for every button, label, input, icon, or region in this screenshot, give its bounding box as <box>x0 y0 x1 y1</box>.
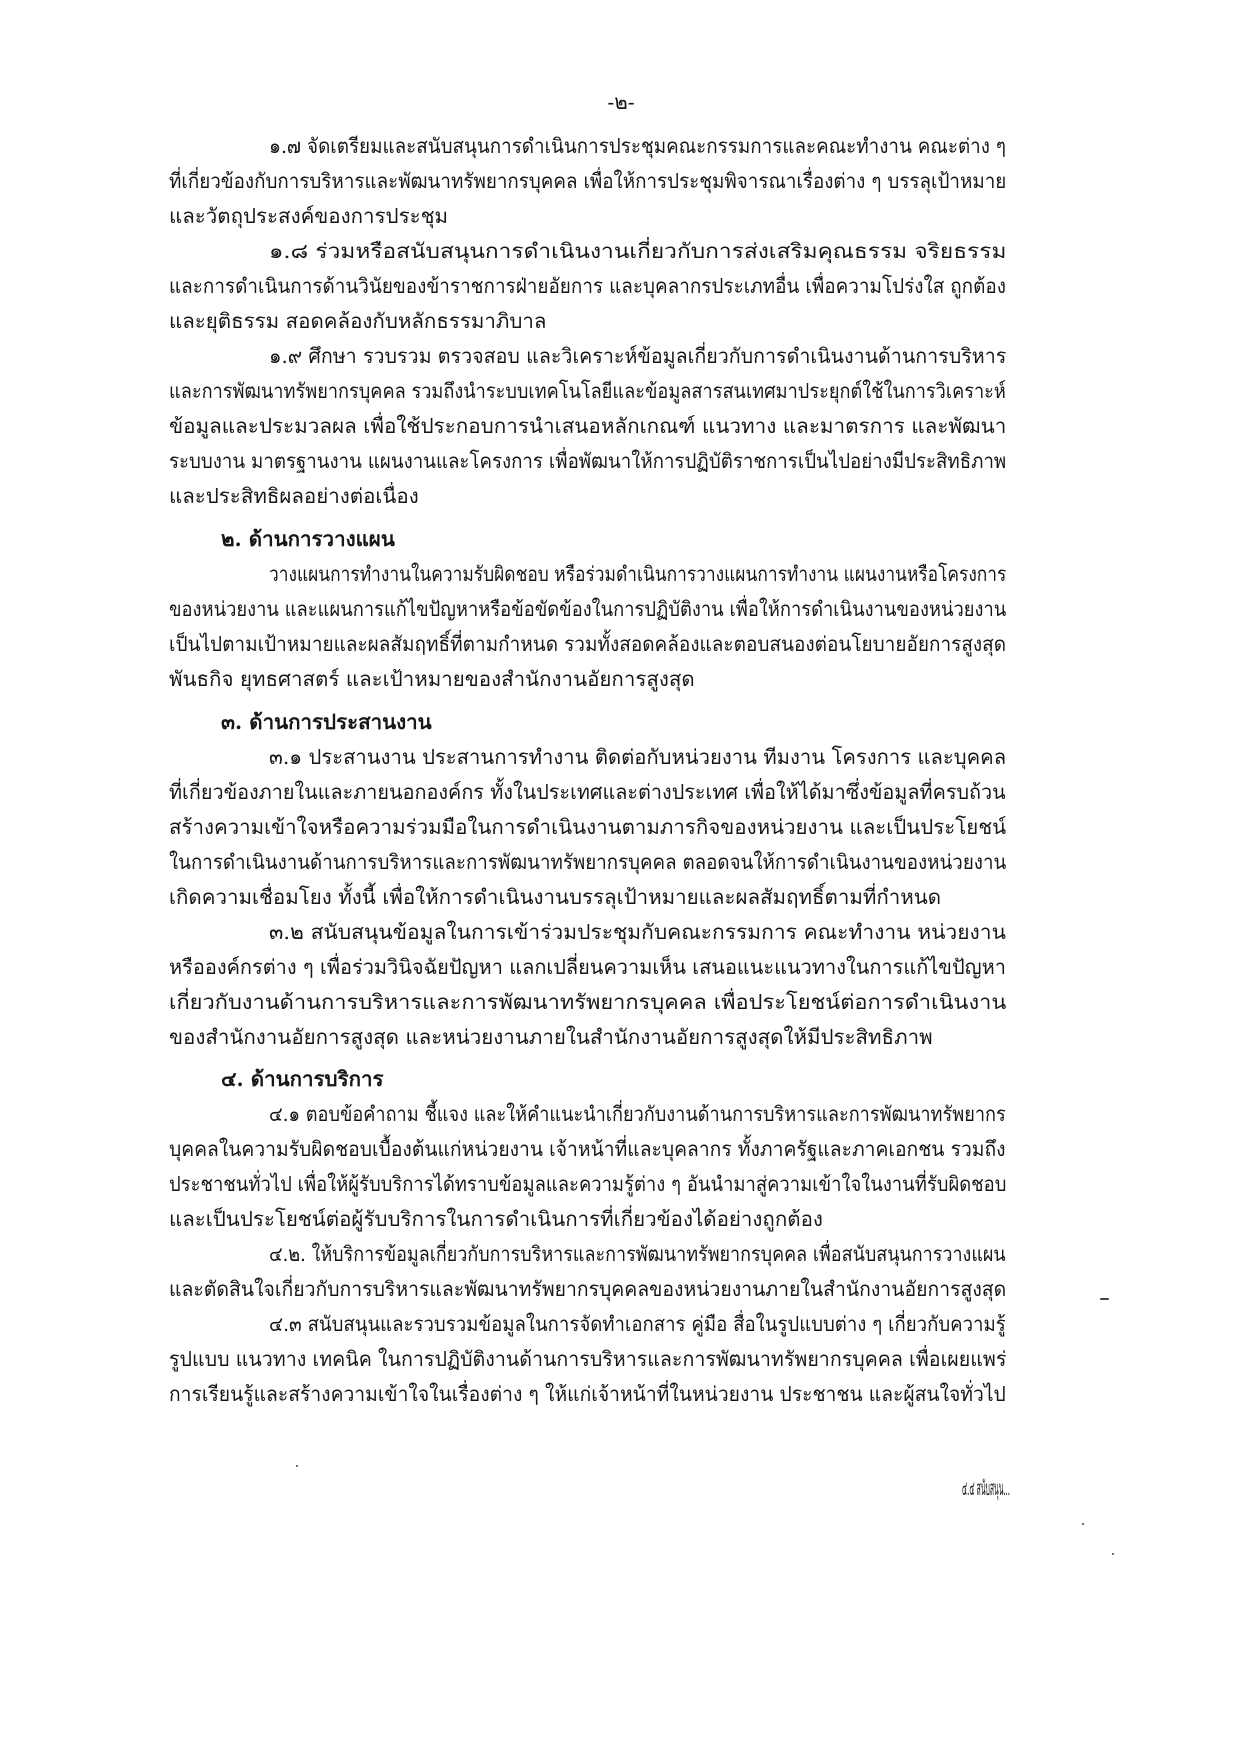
para-1-9-line-2: และการพัฒนาทรัพยากรบุคคล รวมถึงนำระบบเทคโนโลยีและข้อมูลสารสนเทศมาประยุกต์ใช้ในการวิเคราะห์ <box>169 379 1006 403</box>
para-1-9-line-3: ข้อมูลและประมวลผล เพื่อใช้ประกอบการนำเสนอหลักเกณฑ์ แนวทาง และมาตรการ และพัฒนา <box>169 414 1007 438</box>
para-1-7-line-3: และวัตถุประสงค์ของการประชุม <box>169 204 449 228</box>
para-1-7-line-2: ที่เกี่ยวข้องกับการบริหารและพัฒนาทรัพยากรบุคคล เพื่อให้การประชุมพิจารณาเรื่องต่าง ๆ บรรลุเป้าหมาย <box>169 169 1007 193</box>
para-4-2-line-1: ๔.๒. ให้บริการข้อมูลเกี่ยวกับการบริหารและการพัฒนาทรัพยากรบุคคล เพื่อสนับสนุนการวางแผน <box>269 1242 1006 1266</box>
para-1-9-line-5: และประสิทธิผลอย่างต่อเนื่อง <box>169 484 419 508</box>
scan-dot <box>296 1465 298 1467</box>
para-3-2-line-4: ของสำนักงานอัยการสูงสุด และหน่วยงานภายในสำนักงานอัยการสูงสุดให้มีประสิทธิภาพ <box>169 1025 933 1049</box>
para-4-3-line-3: การเรียนรู้และสร้างความเข้าใจในเรื่องต่าง ๆ ให้แก่เจ้าหน้าที่ในหน่วยงาน ประชาชน และผู้สนใจทั่วไป <box>169 1382 1006 1406</box>
para-3-2-line-1: ๓.๒ สนับสนุนข้อมูลในการเข้าร่วมประชุมกับคณะกรรมการ คณะทำงาน หน่วยงาน <box>269 920 1006 944</box>
para-3-1-line-4: ในการดำเนินงานด้านการบริหารและการพัฒนาทรัพยากรบุคคล ตลอดจนให้การดำเนินงานของหน่วยงาน <box>169 850 1007 874</box>
para-4-3-line-1: ๔.๓ สนับสนุนและรวบรวมข้อมูลในการจัดทำเอกสาร คู่มือ สื่อในรูปแบบต่าง ๆ เกี่ยวกับความรู้ <box>269 1312 1006 1336</box>
para-1-9-line-1: ๑.๙ ศึกษา รวบรวม ตรวจสอบ และวิเคราะห์ข้อมูลเกี่ยวกับการดำเนินงานด้านการบริหาร <box>269 344 1007 368</box>
section-2-heading: ๒. ด้านการวางแผน <box>221 527 395 551</box>
section-2-line-4: พันธกิจ ยุทธศาสตร์ และเป้าหมายของสำนักงานอัยการสูงสุด <box>169 667 695 691</box>
para-3-1-line-1: ๓.๑ ประสานงาน ประสานการทำงาน ติดต่อกับหน่วยงาน ทีมงาน โครงการ และบุคคล <box>269 745 1007 769</box>
scan-mark <box>1100 1298 1109 1300</box>
para-1-9-line-4: ระบบงาน มาตรฐานงาน แผนงานและโครงการ เพื่อพัฒนาให้การปฏิบัติราชการเป็นไปอย่างมีประสิทธิภาพ <box>169 449 1007 473</box>
para-3-2-line-3: เกี่ยวกับงานด้านการบริหารและการพัฒนาทรัพยากรบุคคล เพื่อประโยชน์ต่อการดำเนินงาน <box>169 990 1007 1014</box>
para-4-1-line-2: บุคคลในความรับผิดชอบเบื้องต้นแก่หน่วยงาน เจ้าหน้าที่และบุคลากร ทั้งภาครัฐและภาคเอกชน รวมถึง <box>169 1137 1006 1161</box>
para-4-1-line-1: ๔.๑ ตอบข้อคำถาม ชี้แจง และให้คำแนะนำเกี่ยวกับงานด้านการบริหารและการพัฒนาทรัพยากร <box>269 1102 1006 1126</box>
para-1-7-line-1: ๑.๗ จัดเตรียมและสนับสนุนการดำเนินการประชุมคณะกรรมการและคณะทำงาน คณะต่าง ๆ <box>269 134 1007 158</box>
para-1-8-line-1: ๑.๘ ร่วมหรือสนับสนุนการดำเนินงานเกี่ยวกับการส่งเสริมคุณธรรม จริยธรรม <box>269 239 1007 263</box>
section-2-line-3: เป็นไปตามเป้าหมายและผลสัมฤทธิ์ที่ตามกำหนด รวมทั้งสอดคล้องและตอบสนองต่อนโยบายอัยการสูงสุด <box>169 632 1007 656</box>
para-3-1-line-5: เกิดความเชื่อมโยง ทั้งนี้ เพื่อให้การดำเนินงานบรรลุเป้าหมายและผลสัมฤทธิ์ตามที่กำหนด <box>169 885 942 909</box>
para-3-2-line-2: หรือองค์กรต่าง ๆ เพื่อร่วมวินิจฉัยปัญหา แลกเปลี่ยนความเห็น เสนอแนะแนวทางในการแก้ไขปัญหา <box>169 955 1006 979</box>
section-2-line-2: ของหน่วยงาน และแผนการแก้ไขปัญหาหรือข้อขัดข้องในการปฏิบัติงาน เพื่อให้การดำเนินงานของหน่วยงาน <box>169 597 1007 621</box>
para-4-1-line-3: ประชาชนทั่วไป เพื่อให้ผู้รับบริการได้ทราบข้อมูลและความรู้ต่าง ๆ อันนำมาสู่ความเข้าใจในงานที่รับผิดชอบ <box>169 1172 1007 1196</box>
scan-dot <box>1112 1553 1114 1555</box>
para-1-8-line-2: และการดำเนินการด้านวินัยของข้าราชการฝ่ายอัยการ และบุคลากรประเภทอื่น เพื่อความโปร่งใส ถูกต้อง <box>169 274 1006 298</box>
section-4-heading: ๔. ด้านการบริการ <box>221 1067 384 1091</box>
para-3-1-line-3: สร้างความเข้าใจหรือความร่วมมือในการดำเนินงานตามภารกิจของหน่วยงาน และเป็นประโยชน์ <box>169 815 1007 839</box>
para-4-1-line-4: และเป็นประโยชน์ต่อผู้รับบริการในการดำเนินการที่เกี่ยวข้องได้อย่างถูกต้อง <box>169 1207 823 1231</box>
scan-dot <box>1082 1523 1084 1525</box>
footer-continuation: ๔.๔ สนับสนุน... <box>962 1476 1010 1500</box>
page-number: -๒- <box>607 90 635 114</box>
para-3-1-line-2: ที่เกี่ยวข้องภายในและภายนอกองค์กร ทั้งในประเทศและต่างประเทศ เพื่อให้ได้มาซึ่งข้อมูลที่ครบถ้วน <box>169 780 1006 804</box>
section-2-line-1: วางแผนการทำงานในความรับผิดชอบ หรือร่วมดำเนินการวางแผนการทำงาน แผนงานหรือโครงการ <box>269 562 1007 586</box>
para-1-8-line-3: และยุติธรรม สอดคล้องกับหลักธรรมาภิบาล <box>169 309 547 333</box>
para-4-3-line-2: รูปแบบ แนวทาง เทคนิค ในการปฏิบัติงานด้านการบริหารและการพัฒนาทรัพยากรบุคคล เพื่อเผยแพร่ <box>169 1347 1007 1371</box>
section-3-heading: ๓. ด้านการประสานงาน <box>221 710 432 734</box>
para-4-2-line-2: และตัดสินใจเกี่ยวกับการบริหารและพัฒนาทรัพยากรบุคคลของหน่วยงานภายในสำนักงานอัยการสูงสุด <box>169 1277 1007 1301</box>
